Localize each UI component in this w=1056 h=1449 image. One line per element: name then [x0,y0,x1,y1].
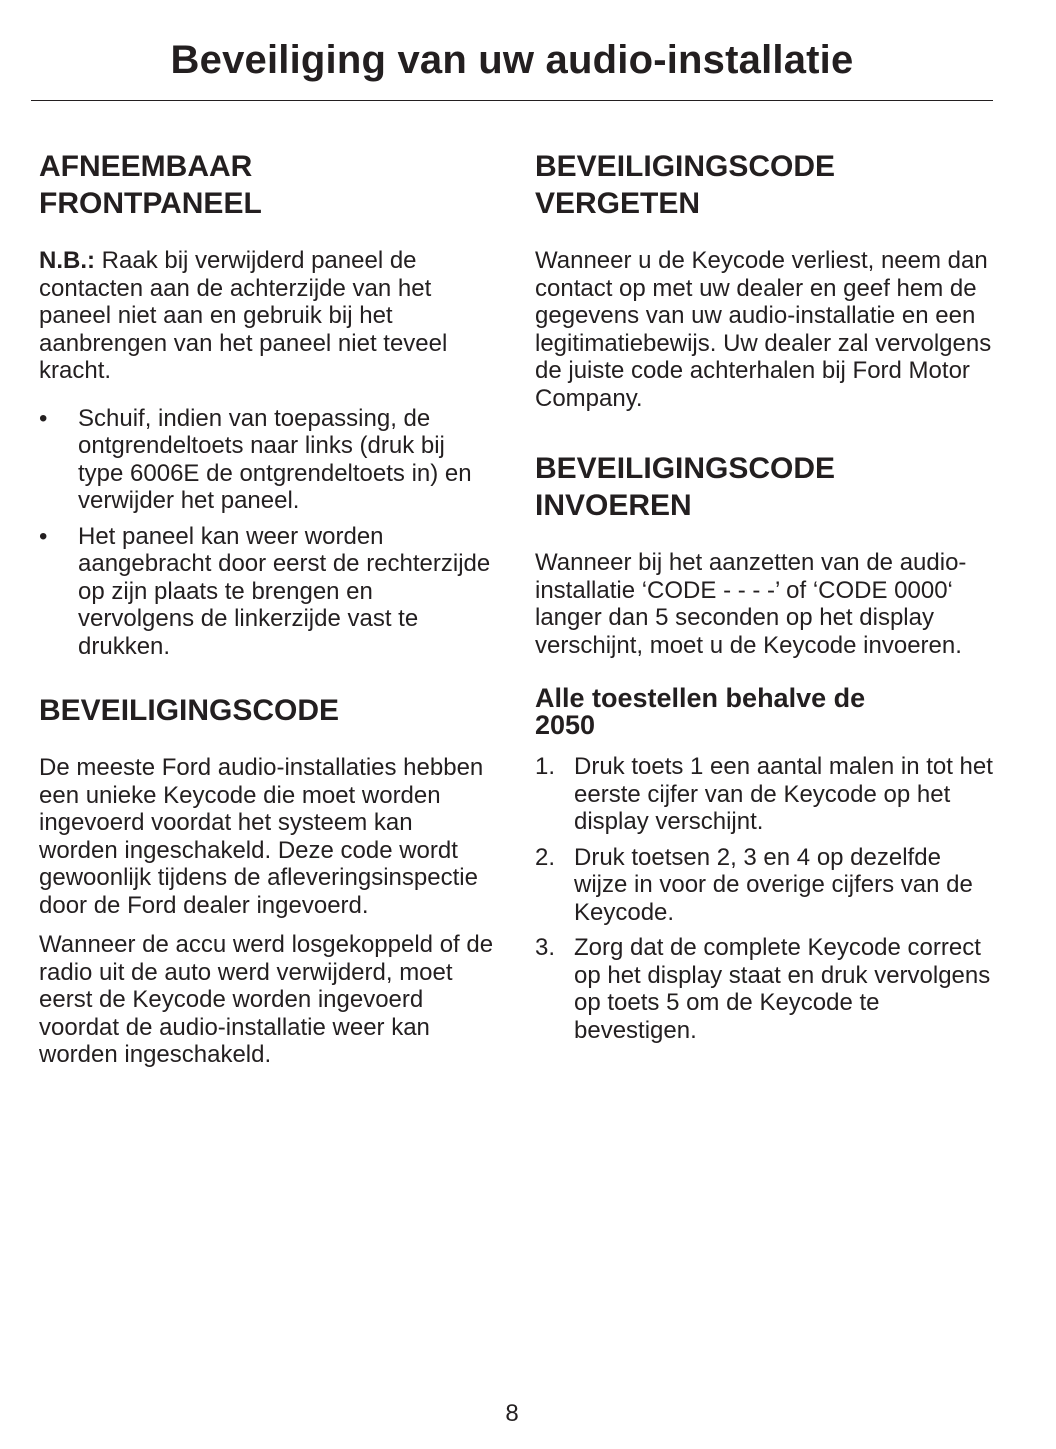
page-number: 8 [505,1400,519,1427]
body-paragraph: Wanneer u de Keycode verliest, neem dan contact op met uw dealer en geef hem de gegevens van uw audio-installatie en een legitimatiebewijs. Uw dealer zal vervolgens de juiste code achterhalen bij Ford Motor Company. [535,247,992,412]
step-text: Zorg dat de complete Keycode correct op het display staat en druk vervolgens op toets 5 om de Keycode te bevestigen. [574,934,991,1044]
section-code-vergeten [535,148,993,412]
body-paragraph: Wanneer bij het aanzetten van de audio-installatie ‘CODE - - - -’ of ‘CODE 0000‘ langer dan 5 seconden op het display verschijnt, moet u de Keycode invoeren. [535,549,967,659]
step-text: Druk toets 1 een aantal malen in tot het eerste cijfer van de Keycode op het display verschijnt. [574,753,993,835]
section-heading-code-invoeren [535,450,993,524]
list-item [39,405,495,515]
step-number: 1. [535,753,556,780]
page-title: Beveiliging van uw audio-installatie [170,38,854,82]
section-heading-beveiligingscode: BEVEILIGINGSCODE [39,694,340,727]
heading-line: FRONTPANEEL [39,187,262,220]
body-paragraph: De meeste Ford audio-installaties hebben een unieke Keycode die moet worden ingevoerd voordat het systeem kan worden ingeschakeld. Deze code wordt gewoonlijk tijdens de afleveringsinspectie door de Ford dealer ingevoerd. [39,754,484,919]
body-paragraph: Wanneer de accu werd losgekoppeld of de radio uit de auto werd verwijderd, moet eerst de Keycode worden ingevoerd voordat de audio-installatie weer kan worden ingeschakeld. [39,931,494,1068]
section-beveiligingscode [39,692,495,1069]
list-item [535,753,993,836]
title-divider [31,100,993,101]
subheading-line: Alle toestellen behalve de [535,683,866,713]
numbered-steps [535,753,993,1044]
bullet-icon: • [39,404,48,432]
step-text: Druk toetsen 2, 3 en 4 op dezelfde wijze in voor de overige cijfers van de Keycode. [574,843,973,926]
heading-line: INVOEREN [535,489,692,522]
list-item [535,934,993,1044]
bullet-list [39,405,495,661]
list-item [39,523,495,661]
list-item [535,844,993,927]
step-number: 2. [535,843,556,871]
step-number: 3. [535,934,556,961]
heading-line: BEVEILIGINGSCODE [535,150,836,183]
section-code-invoeren [535,450,993,1044]
right-column [535,148,993,1052]
list-item-text: Het paneel kan weer worden aangebracht door eerst de rechterzijde op zijn plaats te brengen en vervolgens de linkerzijde vast te drukken. [78,522,491,660]
heading-line: AFNEEMBAAR [39,150,253,183]
subheading-alle-toestellen [535,685,993,739]
section-heading-frontpaneel [39,148,495,222]
bullet-icon: • [39,522,48,550]
subheading-line: 2050 [535,710,596,740]
heading-line: BEVEILIGINGSCODE [535,452,836,485]
section-heading-code-vergeten [535,148,993,222]
note-label: N.B.: [39,247,95,274]
note-paragraph [39,247,495,385]
list-item-text: Schuif, indien van toepassing, de ontgrendeltoets naar links (druk bij type 6006E de ontgrendeltoets in) en verwijder het paneel. [78,404,472,514]
heading-line: VERGETEN [535,187,701,220]
section-afneembaar-frontpaneel [39,148,495,660]
left-column [39,148,495,1081]
note-text: Raak bij verwijderd paneel de contacten aan de achterzijde van het paneel niet aan en gebruik bij het aanbrengen van het paneel niet teveel kracht. [39,247,448,384]
